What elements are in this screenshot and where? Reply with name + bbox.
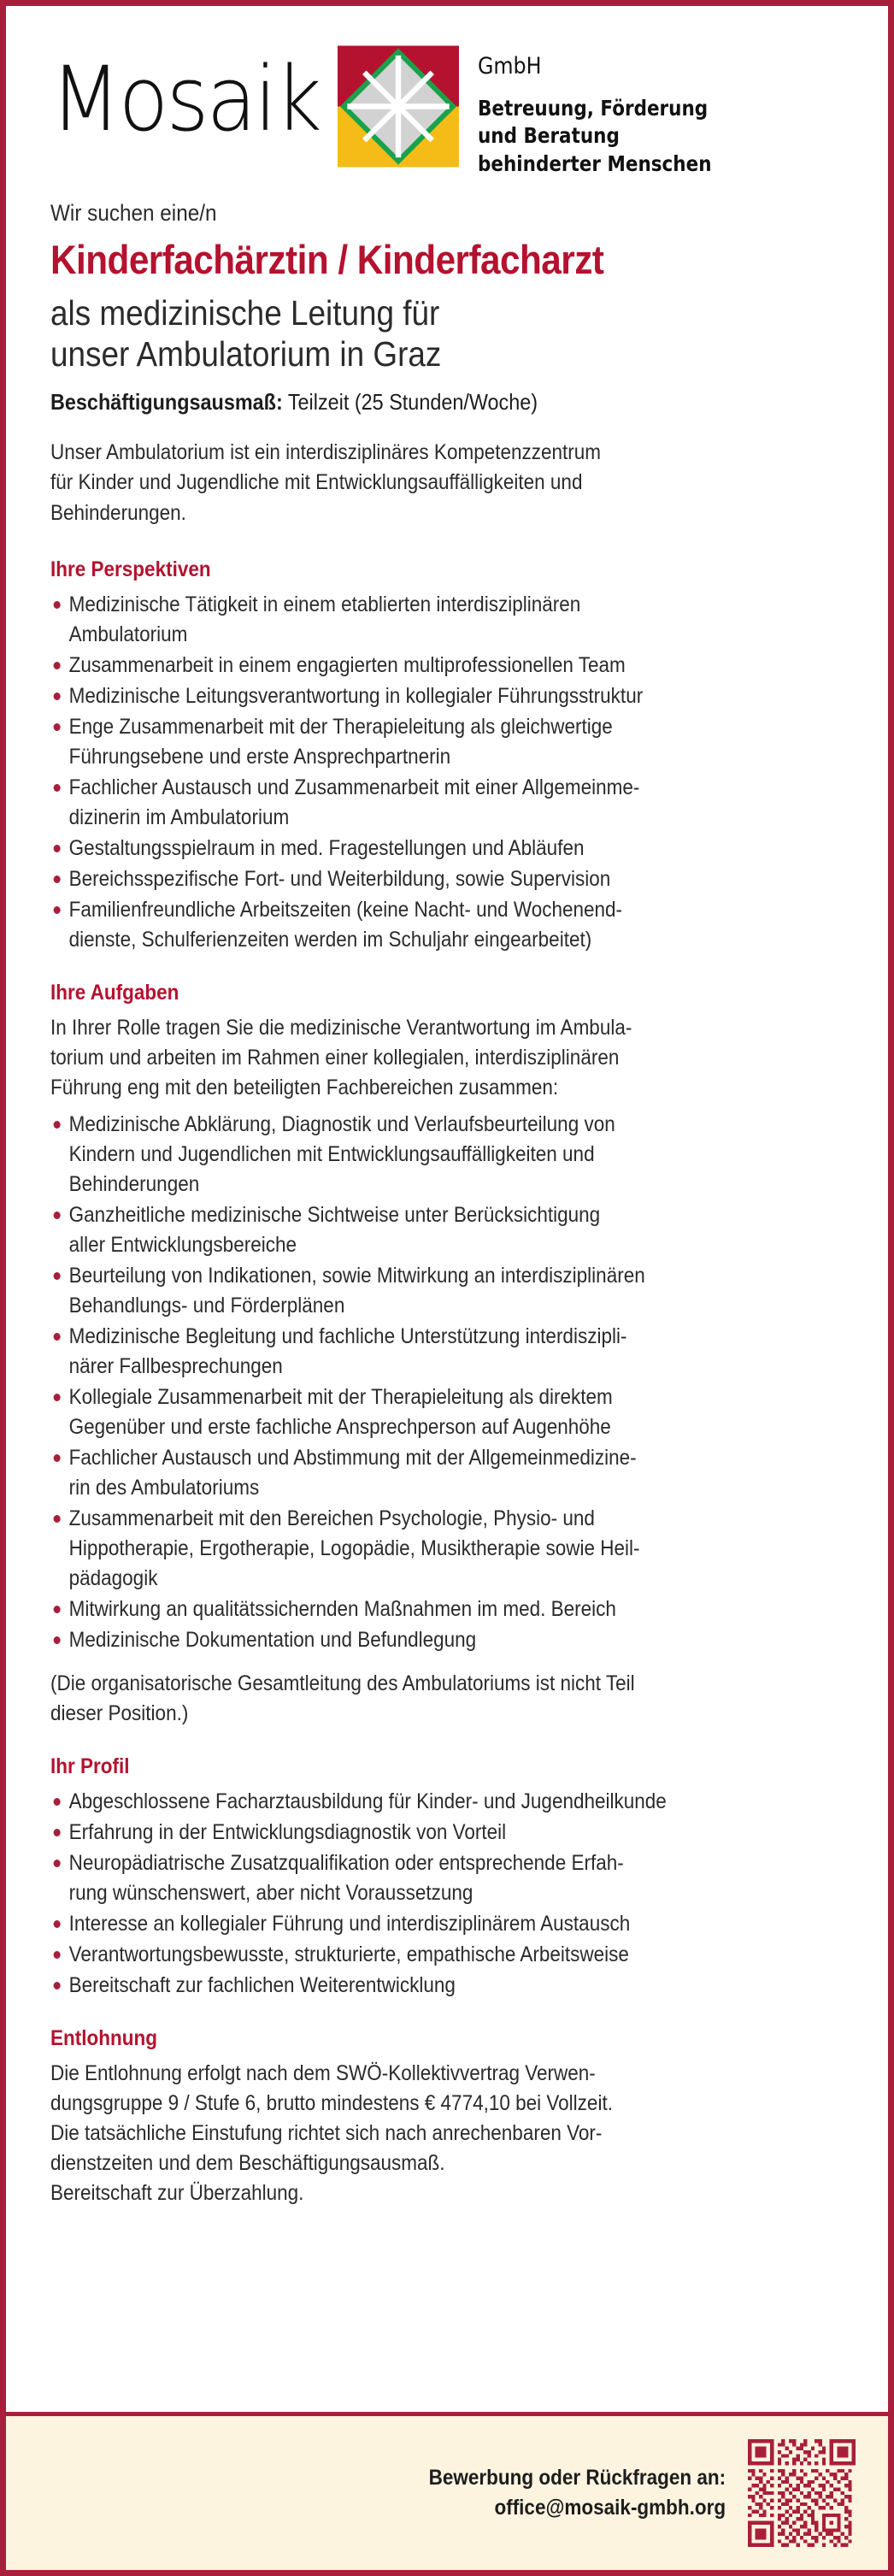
list-item-line: Medizinische Dokumentation und Befundlegung bbox=[68, 1628, 477, 1653]
list-item-line: Behandlungs- und Förderplänen bbox=[68, 1294, 345, 1318]
list-item-line: Gegenüber und erste fachliche Ansprechperson auf Augenhöhe bbox=[68, 1415, 611, 1440]
list-item-line: Beurteilung von Indikationen, sowie Mitwirkung an interdisziplinären bbox=[68, 1264, 645, 1288]
list-item bbox=[50, 1110, 843, 1200]
list-item bbox=[50, 1818, 843, 1848]
mosaic-diamond-emblem-icon bbox=[338, 44, 459, 169]
intro-line-1: Unser Ambulatorium ist ein interdisziplinäres Kompetenzzentrum bbox=[50, 439, 602, 464]
section-entlohnung bbox=[50, 2026, 844, 2208]
qr-code-icon[interactable] bbox=[748, 2439, 856, 2547]
paragraph-line: Bereitschaft zur Überzahlung. bbox=[50, 2181, 304, 2206]
employment-scope-label: Beschäftigungsausmaß: bbox=[50, 388, 283, 415]
list-item bbox=[50, 681, 843, 711]
note-line: dieser Position.) bbox=[50, 1701, 189, 1726]
intro-line-3: Behinderungen. bbox=[50, 500, 186, 525]
list-item-line: aller Entwicklungsbereiche bbox=[68, 1233, 297, 1258]
section-perspektiven bbox=[50, 557, 844, 955]
list-item bbox=[50, 1909, 843, 1939]
list-item-line: rung wünschenswert, aber nicht Voraussetzung bbox=[68, 1881, 473, 1906]
list-item bbox=[50, 864, 843, 894]
list-item-line: Bereichsspezifische Fort- und Weiterbildung, sowie Supervision bbox=[68, 867, 611, 892]
brand-tagline-line-1: Betreuung, Förderung bbox=[478, 95, 709, 121]
list-item-line: närer Fallbesprechungen bbox=[68, 1354, 283, 1379]
kicker-text: Wir suchen eine/n bbox=[50, 200, 217, 227]
list-item-line: rin des Ambulatoriums bbox=[68, 1476, 260, 1500]
company-legal-suffix: GmbH bbox=[478, 53, 542, 80]
contact-email[interactable]: office@mosaik-gmbh.org bbox=[494, 2496, 726, 2520]
brand-text-block bbox=[478, 52, 750, 178]
list-item-line: Hippotherapie, Ergotherapie, Logopädie, Musiktherapie sowie Heil- bbox=[68, 1536, 640, 1561]
perspektiven-list bbox=[50, 590, 843, 955]
intro-paragraph bbox=[50, 438, 843, 529]
list-item-line: Verantwortungsbewusste, strukturierte, empathische Arbeitsweise bbox=[68, 1942, 629, 1967]
list-item bbox=[50, 1322, 843, 1382]
list-item bbox=[50, 1787, 843, 1817]
paragraph-line: Die tatsächliche Einstufung richtet sich nach anrechenbaren Vor- bbox=[50, 2121, 603, 2146]
list-item bbox=[50, 895, 843, 955]
section-aufgaben bbox=[50, 981, 844, 1729]
list-item bbox=[50, 834, 843, 864]
list-item-line: Gestaltungsspielraum in med. Fragestellungen und Abläufen bbox=[68, 836, 585, 861]
aufgaben-list bbox=[50, 1110, 843, 1655]
list-item bbox=[50, 590, 843, 650]
paragraph-line: dungsgruppe 9 / Stufe 6, brutto mindestens € 4774,10 bei Vollzeit. bbox=[50, 2091, 613, 2116]
section-profil bbox=[50, 1754, 844, 2001]
list-item-line: Interesse an kollegialer Führung und interdisziplinärem Austausch bbox=[68, 1912, 631, 1936]
list-item bbox=[50, 1443, 843, 1503]
contact-call-to-action: Bewerbung oder Rückfragen an: bbox=[428, 2466, 726, 2490]
list-item-line: dizinerin im Ambulatorium bbox=[68, 805, 290, 830]
list-item bbox=[50, 651, 843, 681]
list-item bbox=[50, 1848, 843, 1908]
list-item bbox=[50, 1625, 843, 1655]
job-subtitle-line-2: unser Ambulatorium in Graz bbox=[50, 334, 442, 374]
list-item-line: Mitwirkung an qualitätssichernden Maßnahmen im med. Bereich bbox=[68, 1597, 616, 1622]
list-item-line: Medizinische Tätigkeit in einem etablierten interdisziplinären bbox=[68, 592, 581, 617]
list-item-line: Zusammenarbeit mit den Bereichen Psychologie, Physio- und bbox=[68, 1506, 595, 1531]
note-line: (Die organisatorische Gesamtleitung des Ambulatoriums ist nicht Teil bbox=[50, 1671, 635, 1696]
contact-footer bbox=[6, 2412, 888, 2570]
list-item-line: Bereitschaft zur fachlichen Weiterentwicklung bbox=[68, 1973, 456, 1998]
list-item-line: Medizinische Abklärung, Diagnostik und Verlaufsbeurteilung von bbox=[68, 1112, 615, 1137]
list-item bbox=[50, 1971, 843, 2001]
paragraph-line: dienstzeiten und dem Beschäftigungsausmaß. bbox=[50, 2151, 445, 2176]
list-item-line: pädagogik bbox=[68, 1566, 158, 1591]
list-item-line: Neuropädiatrische Zusatzqualifikation oder entsprechende Erfah- bbox=[68, 1851, 624, 1876]
list-item-line: dienste, Schulferienzeiten werden im Schuljahr eingearbeitet) bbox=[68, 928, 592, 952]
list-item bbox=[50, 1595, 843, 1624]
job-subtitle-line-1: als medizinische Leitung für bbox=[50, 293, 440, 333]
advert-body bbox=[6, 6, 888, 2412]
list-item bbox=[50, 712, 843, 772]
contact-block bbox=[428, 2463, 726, 2523]
profil-list bbox=[50, 1787, 843, 2001]
list-item-line: Ambulatorium bbox=[68, 622, 188, 647]
paragraph-line: torium und arbeiten im Rahmen einer kollegialen, interdisziplinären bbox=[50, 1046, 620, 1070]
paragraph-line: Führung eng mit den beteiligten Fachbereichen zusammen: bbox=[50, 1076, 559, 1100]
list-item bbox=[50, 1382, 843, 1442]
brand-tagline-line-2: und Beratung bbox=[478, 123, 621, 149]
list-item bbox=[50, 773, 843, 833]
section-heading: Ihre Perspektiven bbox=[50, 557, 211, 582]
job-subtitle bbox=[50, 292, 764, 375]
list-item-line: Erfahrung in der Entwicklungsdiagnostik von Vorteil bbox=[68, 1820, 507, 1845]
list-item bbox=[50, 1261, 843, 1321]
paragraph-line: Die Entlohnung erfolgt nach dem SWÖ-Kollektivvertrag Verwen- bbox=[50, 2061, 596, 2086]
section-heading: Entlohnung bbox=[50, 2026, 157, 2051]
list-item-line: Fachlicher Austausch und Zusammenarbeit mit einer Allgemeinme- bbox=[68, 775, 640, 800]
company-wordmark: Mosaik bbox=[50, 47, 321, 151]
list-item-line: Zusammenarbeit in einem engagierten multiprofessionellen Team bbox=[68, 653, 626, 678]
list-item bbox=[50, 1940, 843, 1970]
page-title: Kinderfachärztin / Kinderfacharzt bbox=[50, 237, 604, 283]
list-item-line: Medizinische Leitungsverantwortung in kollegialer Führungsstruktur bbox=[68, 684, 644, 709]
entlohnung-paragraph bbox=[50, 2059, 843, 2208]
section-heading: Ihr Profil bbox=[50, 1754, 130, 1779]
paragraph-line: In Ihrer Rolle tragen Sie die medizinische Verantwortung im Ambula- bbox=[50, 1016, 632, 1040]
brand-header bbox=[50, 38, 844, 178]
employment-scope bbox=[50, 389, 764, 416]
list-item-line: Medizinische Begleitung und fachliche Unterstützung interdiszipli- bbox=[68, 1324, 627, 1349]
section-heading: Ihre Aufgaben bbox=[50, 981, 179, 1005]
list-item-line: Kollegiale Zusammenarbeit mit der Therapieleitung als direktem bbox=[68, 1385, 613, 1410]
list-item-line: Enge Zusammenarbeit mit der Therapieleitung als gleichwertige bbox=[68, 715, 613, 740]
list-item-line: Abgeschlossene Facharztausbildung für Kinder- und Jugendheilkunde bbox=[68, 1789, 667, 1814]
employment-scope-value: Teilzeit (25 Stunden/Woche) bbox=[287, 388, 538, 415]
list-item-line: Familienfreundliche Arbeitszeiten (keine Nacht- und Wochenend- bbox=[68, 898, 623, 923]
brand-tagline-line-3: behinderter Menschen bbox=[478, 150, 712, 176]
list-item-line: Behinderungen bbox=[68, 1172, 200, 1197]
list-item-line: Fachlicher Austausch und Abstimmung mit der Allgemeinmedizine- bbox=[68, 1446, 637, 1471]
intro-line-2: für Kinder und Jugendliche mit Entwicklungsauffälligkeiten und bbox=[50, 470, 583, 495]
aufgaben-note bbox=[50, 1669, 843, 1729]
list-item-line: Führungsebene und erste Ansprechpartnerin bbox=[68, 745, 451, 769]
list-item-line: Ganzheitliche medizinische Sichtweise unter Berücksichtigung bbox=[68, 1203, 601, 1228]
list-item bbox=[50, 1504, 843, 1594]
list-item-line: Kindern und Jugendlichen mit Entwicklungsauffälligkeiten und bbox=[68, 1142, 595, 1167]
aufgaben-intro bbox=[50, 1013, 843, 1103]
list-item bbox=[50, 1200, 843, 1260]
